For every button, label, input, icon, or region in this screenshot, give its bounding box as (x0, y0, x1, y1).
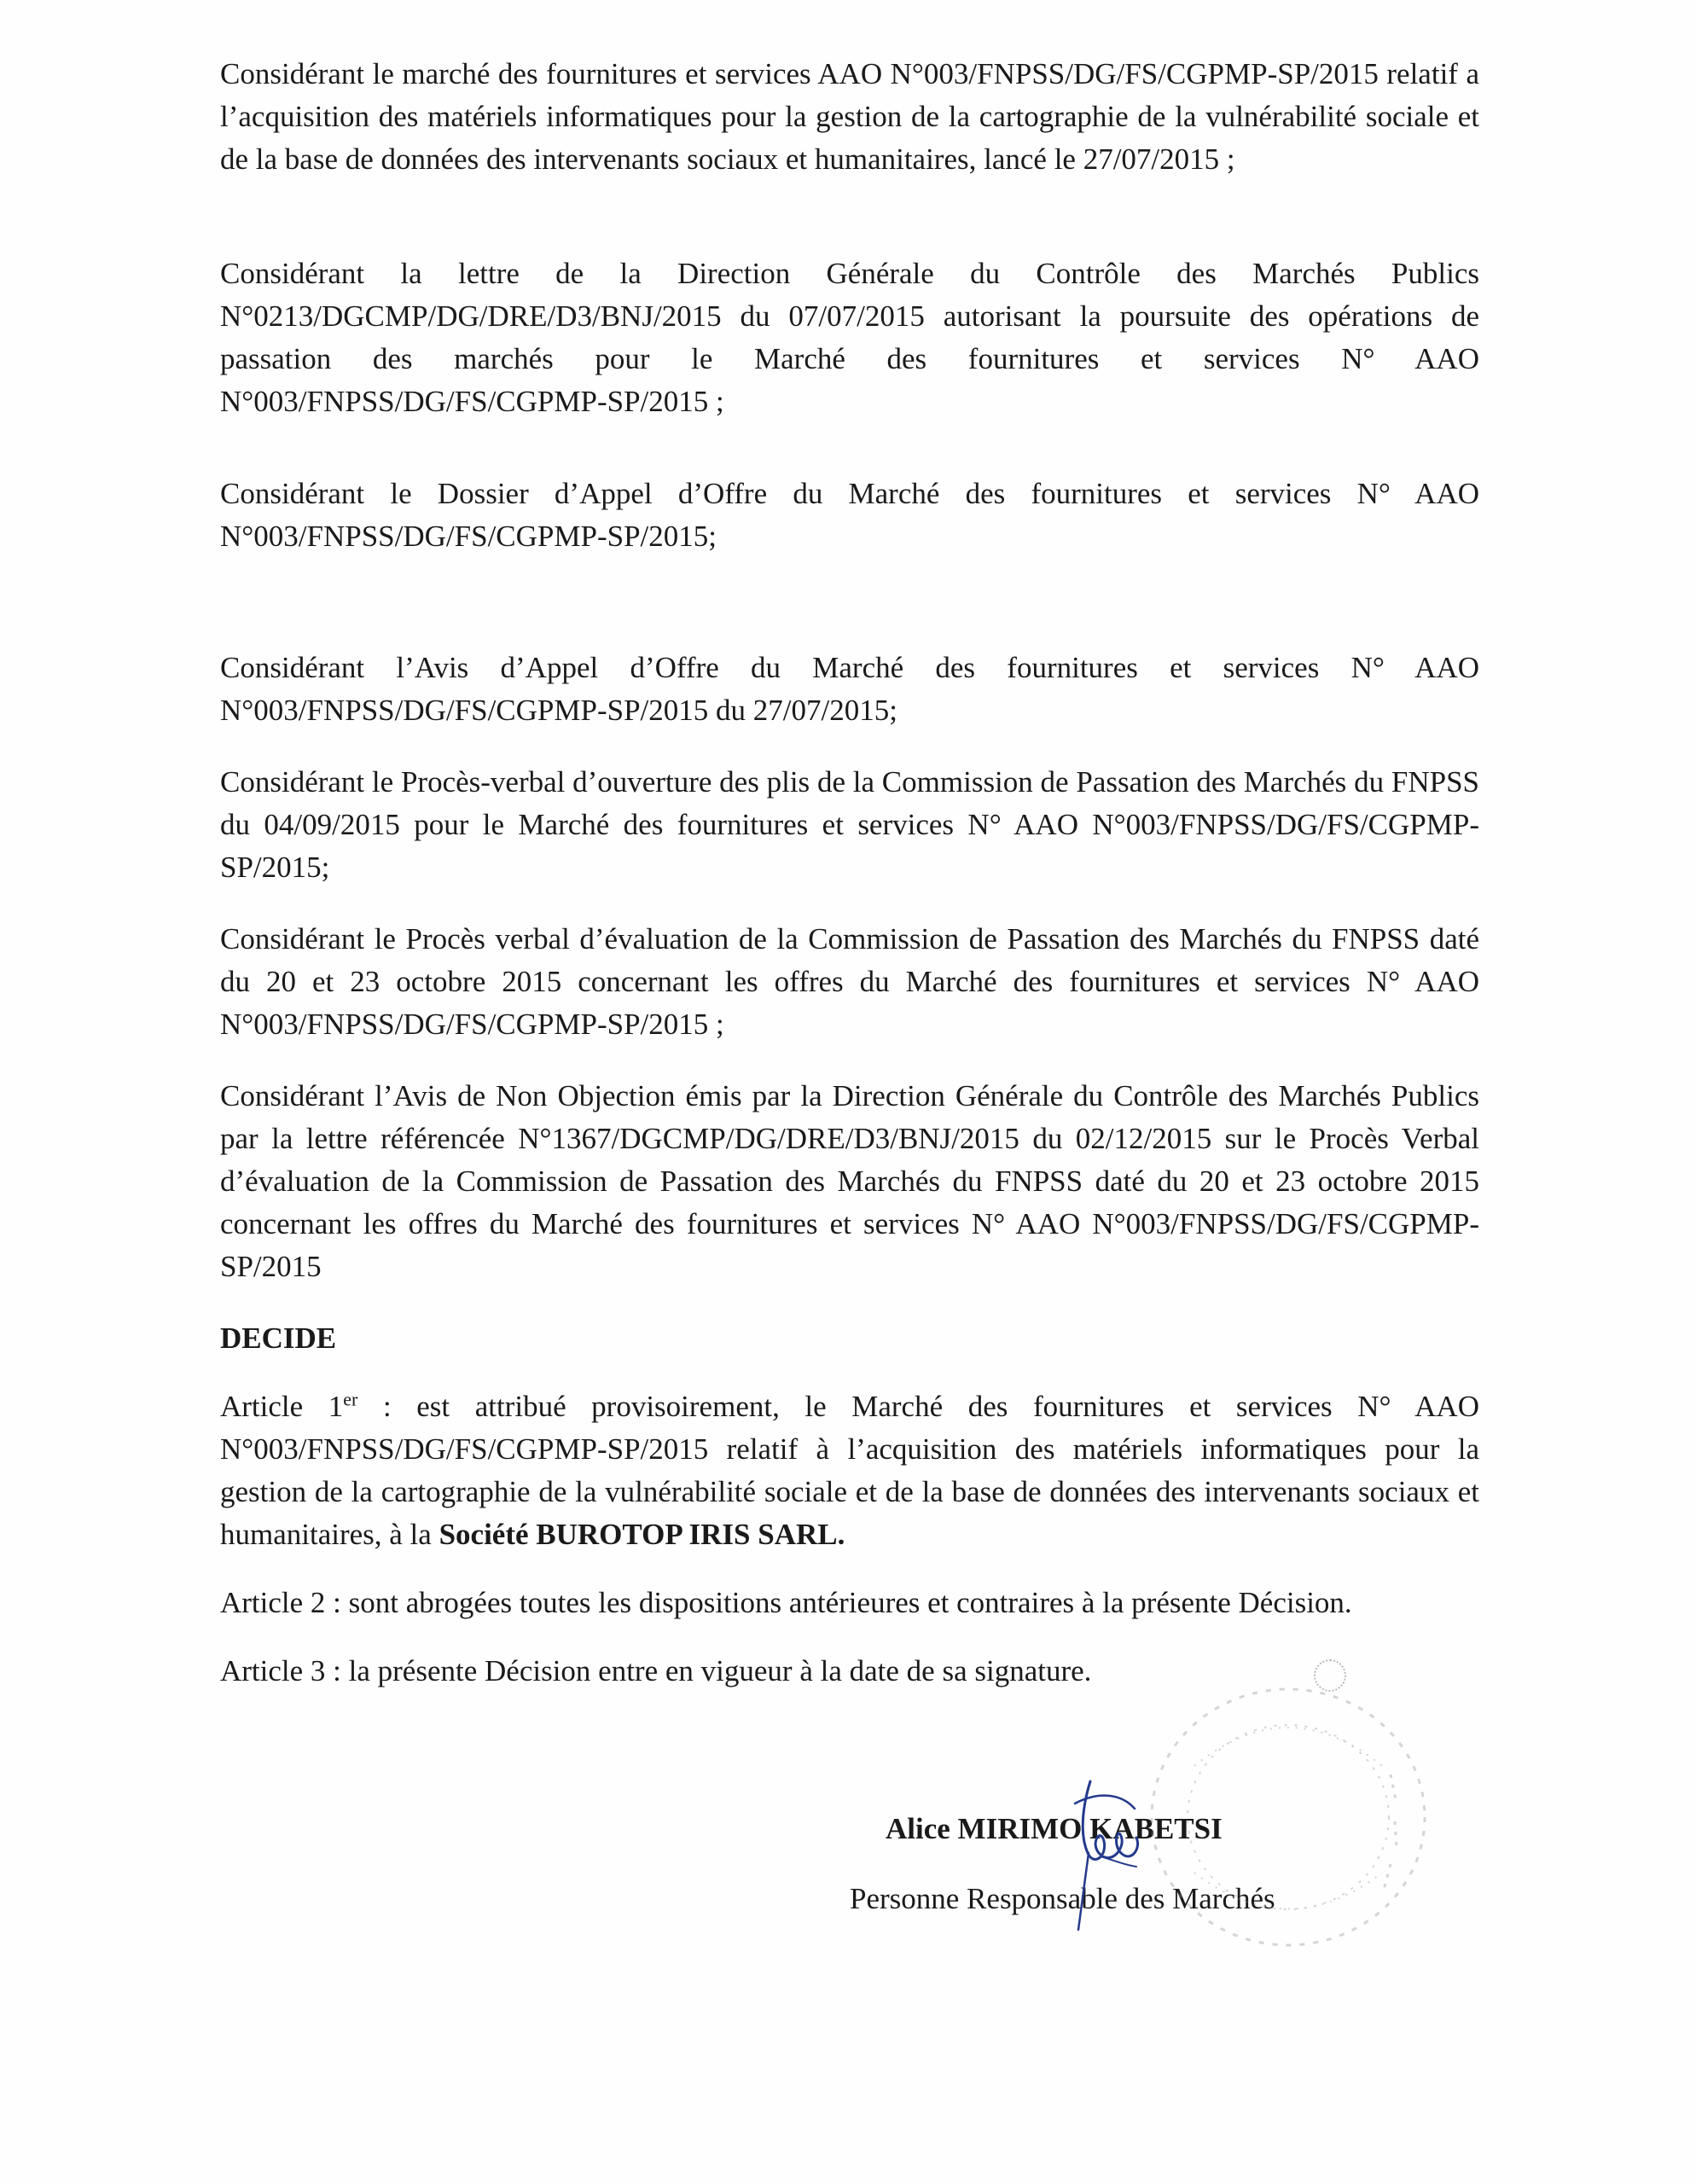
paragraph-tender-file: Considérant le Dossier d’Appel d’Offre du Marché des fournitures et services N° AAO N°003/FNPSS/DG/FS/CGPMP-SP/2015; (220, 477, 1479, 553)
article-3: Article 3 : la présente Décision entre en vigueur à la date de sa signature. (220, 1654, 1092, 1687)
article-1-company: Société BUROTOP IRIS SARL. (439, 1518, 845, 1551)
paragraph-evaluation-minutes: Considérant le Procès verbal d’évaluation de la Commission de Passation des Marchés du FNPSS daté du 20 et 23 octobre 2015 concernant les offres du Marché des fournitures et services N° AAO N°003/FNPSS/DG/FS/CGPMP-SP/2015 ; (220, 922, 1479, 1041)
decide-heading: DECIDE (220, 1321, 337, 1355)
article-1 (220, 1385, 1479, 1556)
stamp-dot-mark (1314, 1659, 1346, 1692)
article-1-prefix: Article 1 (220, 1390, 344, 1423)
signatory-title: Personne Responsable des Marchés (850, 1882, 1275, 1915)
article-1-superscript: er (343, 1388, 358, 1410)
official-stamp (1135, 1672, 1442, 1962)
paragraph-non-objection: Considérant l’Avis de Non Objection émis par la Direction Générale du Contrôle des Marchés Publics par la lettre référencée N°1367/DGCMP/DG/DRE/D3/BNJ/2015 du 02/12/2015 sur le Procès Verbal d’évaluation de la Commission de Passation des Marchés du FNPSS daté du 20 et 23 octobre 2015 concernant les offres du Marché des fournitures et services N° AAO N°003/FNPSS/DG/FS/CGPMP-SP/2015 (220, 1079, 1479, 1283)
paragraph-market-reference: Considérant le marché des fournitures et services AAO N°003/FNPSS/DG/FS/CGPMP-SP/2015 relatif a l’acquisition des matériels informatiques pour la gestion de la cartographie de la vulnérabilité sociale et de la base de données des intervenants sociaux et humanitaires, lancé le 27/07/2015 ; (220, 57, 1479, 176)
paragraph-opening-minutes: Considérant le Procès-verbal d’ouverture des plis de la Commission de Passation des Marchés du FNPSS du 04/09/2015 pour le Marché des fournitures et services N° AAO N°003/FNPSS/DG/FS/CGPMP-SP/2015; (220, 765, 1479, 884)
handwritten-signature (1041, 1774, 1152, 1937)
signatory-name: Alice MIRIMO KABETSI (886, 1812, 1223, 1845)
article-1-body: : est attribué provisoirement, le Marché des fournitures et services N° AAO N°003/FNPSS/DG/FS/CGPMP-SP/2015 relatif à l’acquisition des matériels informatiques pour la gestion de la cartographie de la vulnérabilité sociale et de la base de données des intervenants sociaux et humanitaires, à la (220, 1390, 1479, 1551)
article-2: Article 2 : sont abrogées toutes les dispositions antérieures et contraires à la présente Décision. (220, 1586, 1352, 1619)
paragraph-tender-notice: Considérant l’Avis d’Appel d’Offre du Marché des fournitures et services N° AAO N°003/FNPSS/DG/FS/CGPMP-SP/2015 du 27/07/2015; (220, 651, 1479, 727)
paragraph-dgcmp-letter: Considérant la lettre de la Direction Générale du Contrôle des Marchés Publics N°0213/DGCMP/DG/DRE/D3/BNJ/2015 du 07/07/2015 autorisant la poursuite des opérations de passation des marchés pour le Marché des fournitures et services N° AAO N°003/FNPSS/DG/FS/CGPMP-SP/2015 ; (220, 257, 1479, 418)
document-body (220, 53, 1479, 1693)
